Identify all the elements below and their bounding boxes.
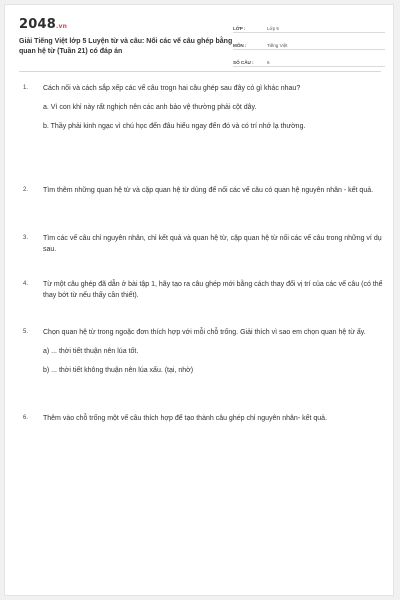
meta-label: MÔN : <box>233 43 247 48</box>
question-3 <box>23 233 383 255</box>
question-number: 6. <box>23 415 29 421</box>
question-text: Từ một câu ghép đã dẫn ở bài tập 1, hãy tạo ra câu ghép mới bằng cách thay đổi vị trí của các vế câu (có thể thay bớt từ nếu thấy cần thiết). <box>43 281 383 299</box>
question-number: 1. <box>23 85 29 91</box>
question-text: Chọn quan hệ từ trong ngoặc đơn thích hợp với mỗi chỗ trống. Giải thích vì sao em chọn quan hệ từ ấy. <box>43 329 366 336</box>
question-1 <box>23 83 383 132</box>
meta-label: LỚP : <box>233 26 246 31</box>
meta-label: SỐ CÂU : <box>233 60 254 65</box>
logo-suffix: .vn <box>55 23 68 30</box>
question-text: Tìm các vế câu chỉ nguyên nhân, chỉ kết quả và quan hệ từ, cặp quan hệ từ nối các vế câu trong những ví dụ sau. <box>43 235 382 253</box>
logo-text: 2048 <box>19 17 56 32</box>
document-header <box>19 15 385 71</box>
site-logo[interactable] <box>19 17 67 32</box>
question-text: Cách nối và cách sắp xếp các vế câu trogn hai câu ghép sau đây có gì khác nhau? <box>43 85 301 92</box>
question-option: b. Thầy phải kinh ngạc vì chú học đến đâu hiểu ngay đến đó và có trí nhớ lạ thường. <box>43 123 306 130</box>
document-page <box>4 4 394 596</box>
question-4 <box>23 279 383 301</box>
question-5 <box>23 327 383 376</box>
question-2 <box>23 185 383 196</box>
question-6 <box>23 413 383 424</box>
meta-row-count <box>233 55 385 67</box>
question-option: a. Vì con khỉ này rất nghịch nên các anh bảo vệ thường phải cột dây. <box>43 104 257 111</box>
question-text: Thêm vào chỗ trống một vế câu thích hợp để tạo thành câu ghép chỉ nguyên nhân- kết quả. <box>43 415 327 422</box>
question-option: a) ... thời tiết thuận nên lúa tốt. <box>43 348 139 355</box>
question-number: 3. <box>23 235 29 241</box>
header-divider <box>19 71 381 72</box>
question-number: 2. <box>23 187 29 193</box>
question-number: 4. <box>23 281 29 287</box>
meta-value: Tiếng Việt <box>267 43 288 48</box>
meta-info <box>233 21 385 72</box>
question-number: 5. <box>23 329 29 335</box>
question-option: b) ... thời tiết không thuận nên lúa xấu. (tại, nhờ) <box>43 367 194 374</box>
meta-row-class <box>233 21 385 33</box>
meta-value: Lớp 5 <box>267 26 279 31</box>
meta-value: 6 <box>267 60 270 65</box>
document-title: Giải Tiếng Việt lớp 5 Luyện từ và câu: Nối các vế câu ghép bằng quan hệ từ (Tuần 21) có đáp án <box>19 38 233 55</box>
question-text: Tìm thêm những quan hệ từ và cặp quan hệ từ dùng để nối các vế câu có quan hệ nguyên nhân - kết quả. <box>43 187 374 194</box>
meta-row-subject <box>233 38 385 50</box>
